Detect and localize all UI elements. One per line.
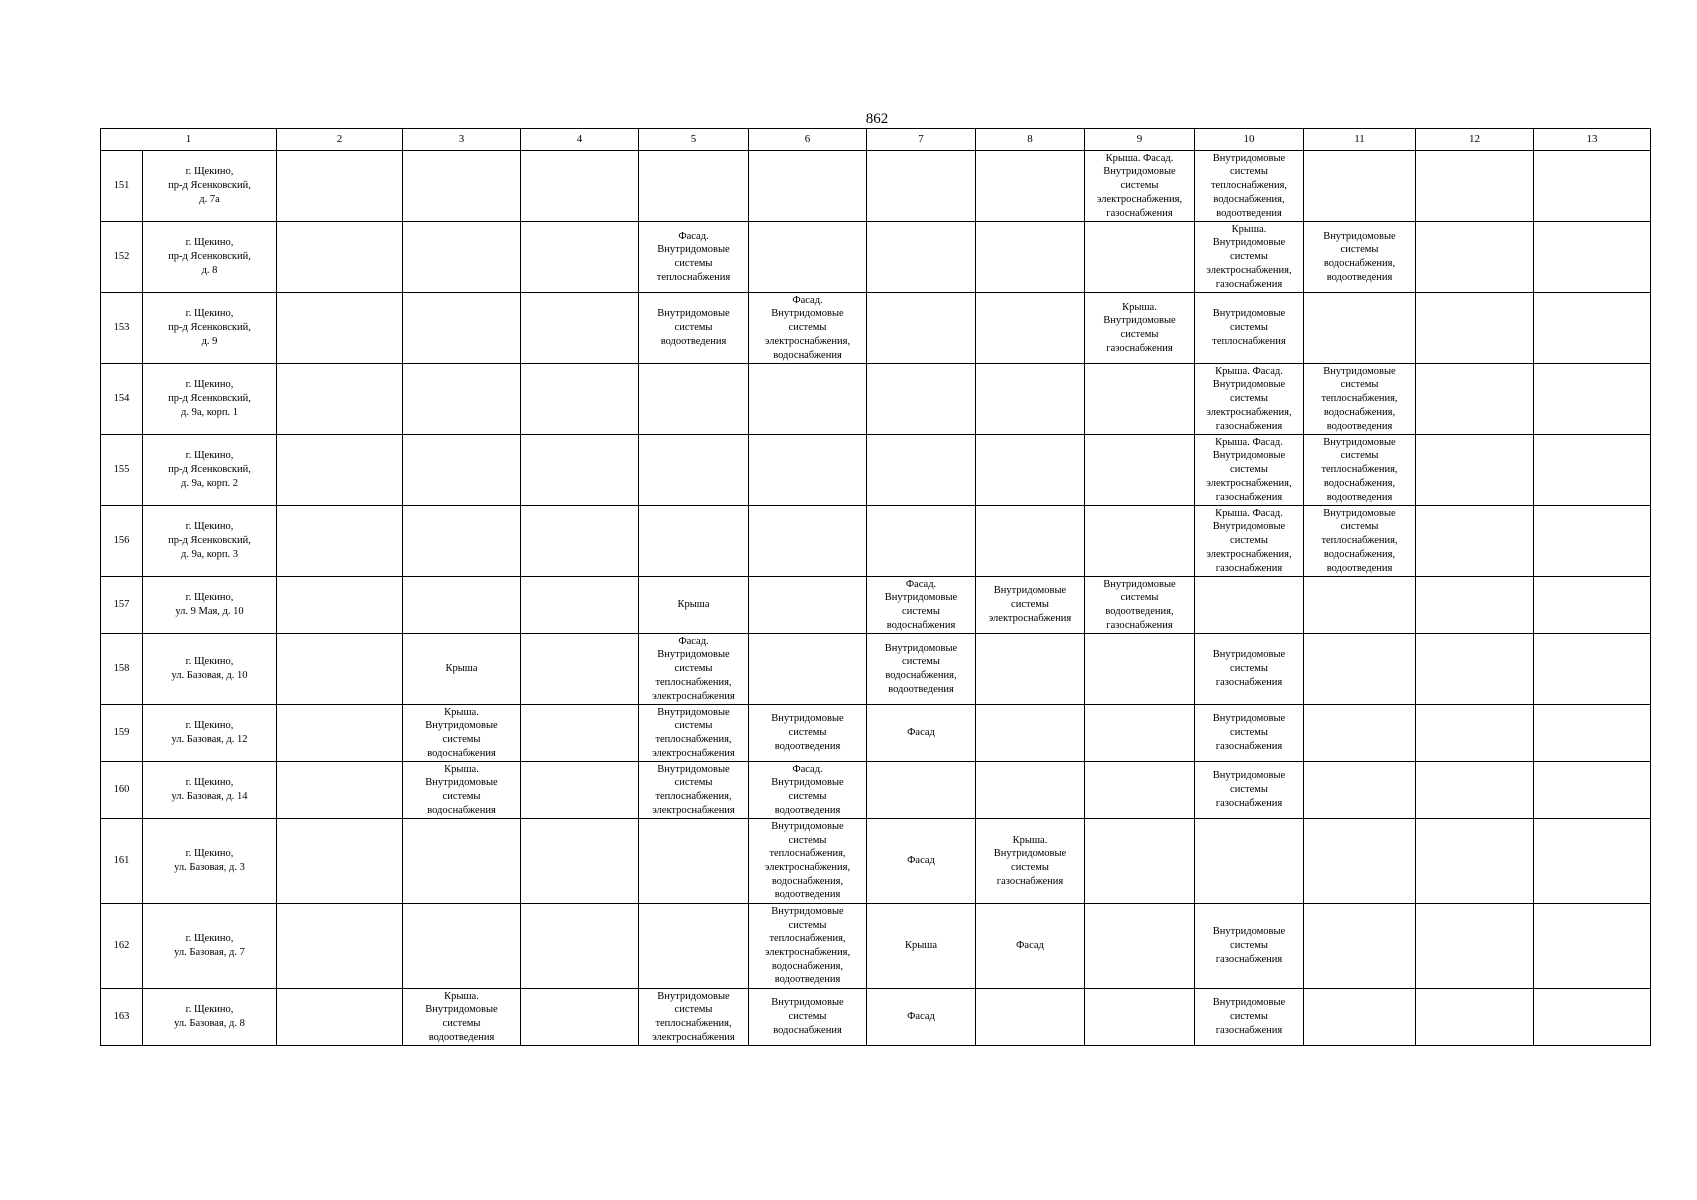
address-cell: г. Щекино, ул. 9 Мая, д. 10 [143, 577, 277, 634]
work-cell [403, 222, 521, 293]
work-cell [639, 506, 749, 577]
row-number: 158 [101, 634, 143, 705]
work-cell [277, 222, 403, 293]
work-cell [749, 577, 867, 634]
table-row [101, 222, 1651, 293]
page-number: 862 [865, 111, 889, 127]
work-cell [1416, 762, 1534, 819]
column-header: 11 [1304, 129, 1416, 151]
work-cell [521, 151, 639, 222]
address-cell: г. Щекино, пр-д Ясенковский, д. 9а, корп. 2 [143, 435, 277, 506]
work-cell [1416, 989, 1534, 1046]
work-cell [521, 506, 639, 577]
work-cell [403, 293, 521, 364]
table-row [101, 634, 1651, 705]
address-cell: г. Щекино, пр-д Ясенковский, д. 8 [143, 222, 277, 293]
work-cell [867, 293, 976, 364]
work-cell [1304, 819, 1416, 904]
work-cell [1085, 904, 1195, 989]
work-cell: Внутридомовые системы теплоснабжения, электроснабжения [639, 989, 749, 1046]
work-cell: Фасад. Внутридомовые системы водоснабжения [867, 577, 976, 634]
work-cell: Крыша [867, 904, 976, 989]
work-cell [277, 293, 403, 364]
work-cell [1534, 904, 1651, 989]
work-cell [521, 989, 639, 1046]
work-cell [521, 762, 639, 819]
work-cell [1416, 293, 1534, 364]
work-cell [639, 819, 749, 904]
work-cell: Крыша. Внутридомовые системы электроснабжения, газоснабжения [1195, 222, 1304, 293]
work-cell [1195, 819, 1304, 904]
work-cell [1085, 989, 1195, 1046]
work-cell [1195, 577, 1304, 634]
row-number: 151 [101, 151, 143, 222]
repair-schedule-table [100, 128, 1651, 1046]
work-cell [1085, 222, 1195, 293]
work-cell: Внутридомовые системы теплоснабжения, водоснабжения, водоотведения [1304, 364, 1416, 435]
column-header: 7 [867, 129, 976, 151]
work-cell [1304, 151, 1416, 222]
work-cell [1534, 989, 1651, 1046]
work-cell [1534, 506, 1651, 577]
work-cell: Внутридомовые системы газоснабжения [1195, 989, 1304, 1046]
work-cell [1416, 577, 1534, 634]
work-cell [521, 904, 639, 989]
work-cell: Внутридомовые системы водоотведения [639, 293, 749, 364]
work-cell: Фасад [976, 904, 1085, 989]
work-cell [1085, 435, 1195, 506]
table-body [101, 151, 1651, 1046]
work-cell: Внутридомовые системы теплоснабжения [1195, 293, 1304, 364]
work-cell: Внутридомовые системы теплоснабжения, электроснабжения [639, 705, 749, 762]
work-cell [976, 293, 1085, 364]
address-cell: г. Щекино, пр-д Ясенковский, д. 9а, корп. 1 [143, 364, 277, 435]
work-cell [277, 435, 403, 506]
column-header: 8 [976, 129, 1085, 151]
work-cell [277, 506, 403, 577]
work-cell [1304, 634, 1416, 705]
work-cell [1534, 293, 1651, 364]
table-row [101, 989, 1651, 1046]
work-cell [1416, 506, 1534, 577]
address-cell: г. Щекино, пр-д Ясенковский, д. 9а, корп. 3 [143, 506, 277, 577]
work-cell: Крыша. Фасад. Внутридомовые системы электроснабжения, газоснабжения [1085, 151, 1195, 222]
column-header: 10 [1195, 129, 1304, 151]
row-number: 157 [101, 577, 143, 634]
work-cell: Фасад [867, 705, 976, 762]
work-cell: Внутридомовые системы теплоснабжения, водоснабжения, водоотведения [1195, 151, 1304, 222]
row-number: 160 [101, 762, 143, 819]
work-cell [749, 506, 867, 577]
work-cell [521, 435, 639, 506]
table-row [101, 904, 1651, 989]
work-cell [749, 435, 867, 506]
work-cell: Крыша. Фасад. Внутридомовые системы электроснабжения, газоснабжения [1195, 364, 1304, 435]
work-cell [1534, 151, 1651, 222]
work-cell [403, 819, 521, 904]
work-cell [1534, 435, 1651, 506]
work-cell [639, 364, 749, 435]
work-cell: Внутридомовые системы газоснабжения [1195, 705, 1304, 762]
work-cell [1416, 634, 1534, 705]
work-cell [1085, 634, 1195, 705]
work-cell: Внутридомовые системы водоснабжения, водоотведения [867, 634, 976, 705]
row-number: 153 [101, 293, 143, 364]
work-cell [1085, 364, 1195, 435]
work-cell [277, 705, 403, 762]
address-cell: г. Щекино, ул. Базовая, д. 10 [143, 634, 277, 705]
work-cell [1416, 819, 1534, 904]
work-cell: Крыша. Внутридомовые системы газоснабжения [1085, 293, 1195, 364]
work-cell: Крыша. Внутридомовые системы водоснабжения [403, 705, 521, 762]
work-cell [976, 705, 1085, 762]
work-cell: Крыша. Внутридомовые системы газоснабжения [976, 819, 1085, 904]
work-cell: Фасад. Внутридомовые системы теплоснабжения, электроснабжения [639, 634, 749, 705]
address-cell: г. Щекино, ул. Базовая, д. 12 [143, 705, 277, 762]
work-cell: Внутридомовые системы водоотведения, газоснабжения [1085, 577, 1195, 634]
work-cell [1085, 762, 1195, 819]
work-cell [867, 151, 976, 222]
address-cell: г. Щекино, ул. Базовая, д. 14 [143, 762, 277, 819]
work-cell [1534, 222, 1651, 293]
table-row [101, 151, 1651, 222]
address-cell: г. Щекино, ул. Базовая, д. 7 [143, 904, 277, 989]
row-number: 155 [101, 435, 143, 506]
work-cell [867, 762, 976, 819]
work-cell [867, 435, 976, 506]
work-cell [749, 222, 867, 293]
column-header: 2 [277, 129, 403, 151]
work-cell [976, 762, 1085, 819]
column-header: 6 [749, 129, 867, 151]
work-cell [1416, 222, 1534, 293]
work-cell [1085, 506, 1195, 577]
work-cell: Внутридомовые системы теплоснабжения, электроснабжения, водоснабжения, водоотведения [749, 819, 867, 904]
work-cell [521, 577, 639, 634]
work-cell: Фасад. Внутридомовые системы теплоснабжения [639, 222, 749, 293]
work-cell: Внутридомовые системы электроснабжения [976, 577, 1085, 634]
work-cell [867, 506, 976, 577]
table-row [101, 364, 1651, 435]
row-number: 156 [101, 506, 143, 577]
work-cell: Крыша [403, 634, 521, 705]
work-cell [277, 989, 403, 1046]
work-cell: Крыша. Внутридомовые системы водоснабжения [403, 762, 521, 819]
header-row [101, 129, 1651, 151]
table-row [101, 577, 1651, 634]
work-cell [403, 151, 521, 222]
work-cell: Внутридомовые системы водоотведения [749, 705, 867, 762]
work-cell: Внутридомовые системы водоснабжения, водоотведения [1304, 222, 1416, 293]
work-cell: Фасад. Внутридомовые системы электроснабжения, водоснабжения [749, 293, 867, 364]
work-cell [976, 151, 1085, 222]
work-cell: Внутридомовые системы теплоснабжения, электроснабжения, водоснабжения, водоотведения [749, 904, 867, 989]
table-row [101, 293, 1651, 364]
table-row [101, 762, 1651, 819]
work-cell [403, 577, 521, 634]
column-header: 5 [639, 129, 749, 151]
column-header: 9 [1085, 129, 1195, 151]
work-cell: Внутридомовые системы газоснабжения [1195, 634, 1304, 705]
address-cell: г. Щекино, ул. Базовая, д. 3 [143, 819, 277, 904]
work-cell [1534, 634, 1651, 705]
work-cell: Внутридомовые системы водоснабжения [749, 989, 867, 1046]
work-cell [521, 364, 639, 435]
row-number: 152 [101, 222, 143, 293]
work-cell: Фасад [867, 989, 976, 1046]
work-cell: Фасад. Внутридомовые системы водоотведения [749, 762, 867, 819]
work-cell [1304, 577, 1416, 634]
work-cell: Внутридомовые системы теплоснабжения, водоснабжения, водоотведения [1304, 506, 1416, 577]
work-cell [403, 364, 521, 435]
work-cell [1534, 364, 1651, 435]
work-cell: Внутридомовые системы газоснабжения [1195, 904, 1304, 989]
work-cell [1534, 762, 1651, 819]
work-cell [521, 705, 639, 762]
work-cell [1304, 705, 1416, 762]
column-header: 12 [1416, 129, 1534, 151]
work-cell [1534, 577, 1651, 634]
work-cell [1416, 904, 1534, 989]
work-cell [1534, 705, 1651, 762]
work-cell [976, 222, 1085, 293]
row-number: 161 [101, 819, 143, 904]
work-cell [521, 293, 639, 364]
column-header: 13 [1534, 129, 1651, 151]
work-cell [1304, 989, 1416, 1046]
work-cell [1085, 705, 1195, 762]
work-cell [639, 151, 749, 222]
row-number: 159 [101, 705, 143, 762]
work-cell [639, 904, 749, 989]
work-cell [1416, 435, 1534, 506]
work-cell [277, 364, 403, 435]
work-cell [749, 364, 867, 435]
row-number: 163 [101, 989, 143, 1046]
column-header: 3 [403, 129, 521, 151]
work-cell [1416, 705, 1534, 762]
column-header: 1 [101, 129, 277, 151]
table-row [101, 705, 1651, 762]
work-cell: Крыша. Фасад. Внутридомовые системы электроснабжения, газоснабжения [1195, 506, 1304, 577]
work-cell: Крыша. Фасад. Внутридомовые системы электроснабжения, газоснабжения [1195, 435, 1304, 506]
row-number: 162 [101, 904, 143, 989]
work-cell [1304, 904, 1416, 989]
work-cell: Внутридомовые системы теплоснабжения, электроснабжения [639, 762, 749, 819]
work-cell [749, 151, 867, 222]
work-cell [277, 904, 403, 989]
work-cell [1304, 293, 1416, 364]
work-cell [403, 435, 521, 506]
work-cell: Крыша. Внутридомовые системы водоотведения [403, 989, 521, 1046]
work-cell [1416, 151, 1534, 222]
work-cell: Внутридомовые системы теплоснабжения, водоснабжения, водоотведения [1304, 435, 1416, 506]
work-cell [1304, 762, 1416, 819]
work-cell [1534, 819, 1651, 904]
work-cell [1085, 819, 1195, 904]
work-cell [867, 364, 976, 435]
work-cell: Фасад [867, 819, 976, 904]
work-cell [521, 819, 639, 904]
row-number: 154 [101, 364, 143, 435]
work-cell [403, 506, 521, 577]
work-cell [277, 762, 403, 819]
work-cell [867, 222, 976, 293]
work-cell [521, 222, 639, 293]
address-cell: г. Щекино, ул. Базовая, д. 8 [143, 989, 277, 1046]
work-cell [639, 435, 749, 506]
work-cell [403, 904, 521, 989]
work-cell [1416, 364, 1534, 435]
work-cell [976, 989, 1085, 1046]
table-row [101, 506, 1651, 577]
work-cell: Внутридомовые системы газоснабжения [1195, 762, 1304, 819]
table-row [101, 819, 1651, 904]
column-header: 4 [521, 129, 639, 151]
address-cell: г. Щекино, пр-д Ясенковский, д. 7а [143, 151, 277, 222]
table-header [101, 129, 1651, 151]
work-cell: Крыша [639, 577, 749, 634]
work-cell [277, 151, 403, 222]
work-cell [976, 634, 1085, 705]
table-row [101, 435, 1651, 506]
work-cell [521, 634, 639, 705]
address-cell: г. Щекино, пр-д Ясенковский, д. 9 [143, 293, 277, 364]
work-cell [277, 819, 403, 904]
work-cell [976, 435, 1085, 506]
work-cell [277, 577, 403, 634]
work-cell [749, 634, 867, 705]
work-cell [976, 506, 1085, 577]
work-cell [277, 634, 403, 705]
work-cell [976, 364, 1085, 435]
